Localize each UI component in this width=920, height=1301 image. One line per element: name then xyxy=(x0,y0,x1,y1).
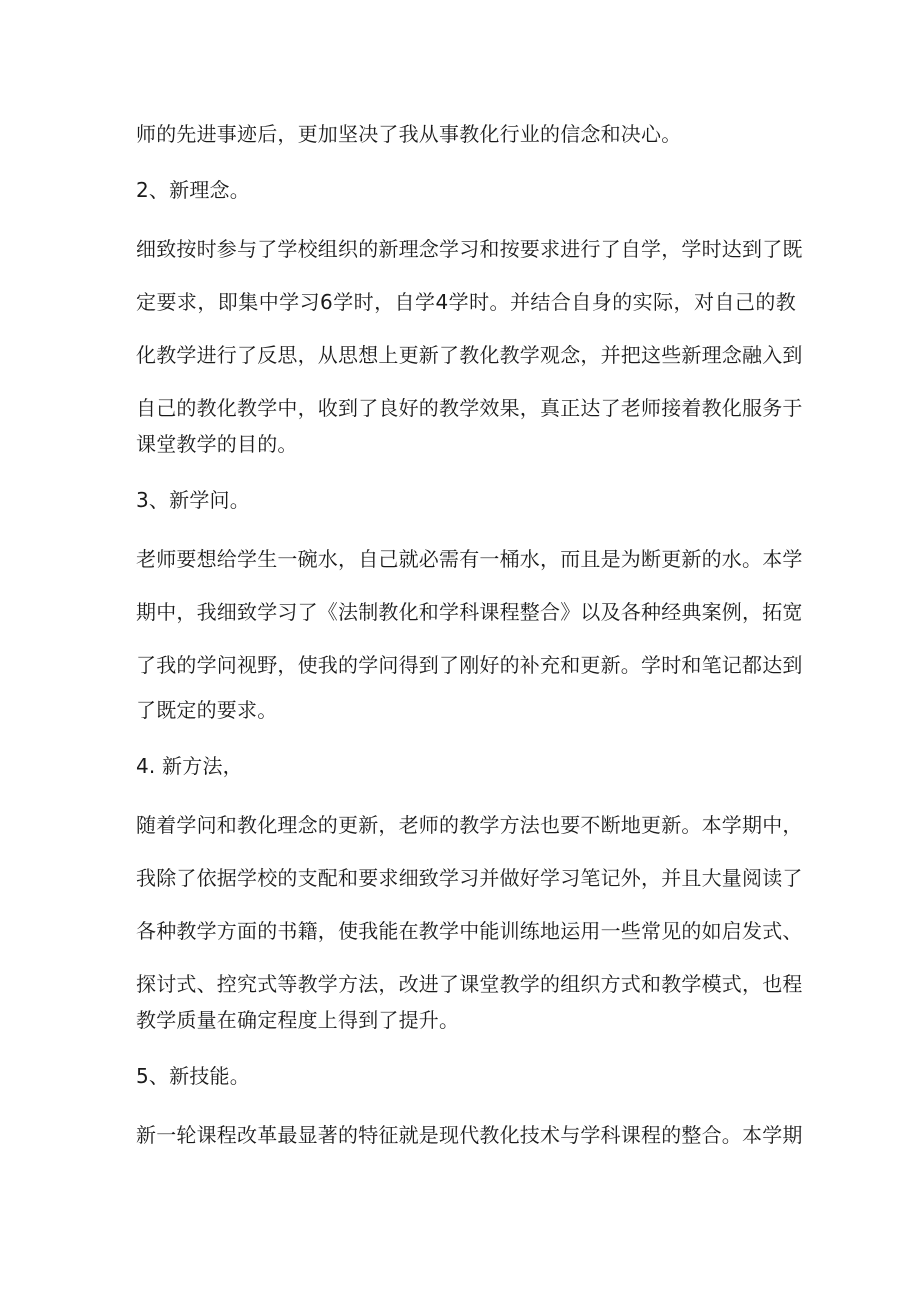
section-heading-new-skill: 5、新技能。 xyxy=(136,1064,250,1088)
section-heading-new-knowledge: 3、新学问。 xyxy=(136,488,250,512)
paragraph-line: 师的先进事迹后，更加坚决了我从事教化行业的信念和决心。 xyxy=(136,122,682,146)
paragraph-line: 随着学问和教化理念的更新，老师的教学方法也要不断地更新。本学期中， xyxy=(136,813,803,837)
paragraph-line: 老师要想给学生一碗水，自己就必需有一桶水，而且是为断更新的水。本学 xyxy=(136,547,803,571)
paragraph-line: 了我的学问视野，使我的学问得到了刚好的补充和更新。学时和笔记都达到 xyxy=(136,653,803,677)
paragraph-line: 定要求，即集中学习6学时，自学4学时。并结合自身的实际，对自己的教 xyxy=(136,290,796,314)
paragraph-line: 了既定的要求。 xyxy=(136,698,278,722)
paragraph-line: 教学质量在确定程度上得到了提升。 xyxy=(136,1008,460,1032)
paragraph-line: 新一轮课程改革最显著的特征就是现代教化技术与学科课程的整合。本学期 xyxy=(136,1123,803,1147)
section-heading-new-concept: 2、新理念。 xyxy=(136,178,250,202)
paragraph-line: 各种教学方面的书籍，使我能在教学中能训练地运用一些常见的如启发式、 xyxy=(136,919,803,943)
paragraph-line: 自己的教化教学中，收到了良好的教学效果，真正达了老师接着教化服务于 xyxy=(136,396,803,420)
paragraph-line: 探讨式、控究式等教学方法，改进了课堂教学的组织方式和教学模式，也程 xyxy=(136,972,803,996)
paragraph-line: 我除了依据学校的支配和要求细致学习并做好学习笔记外，并且大量阅读了 xyxy=(136,866,803,890)
section-heading-new-method: 4. 新方法， xyxy=(136,754,243,778)
paragraph-line: 细致按时参与了学校组织的新理念学习和按要求进行了自学，学时达到了既 xyxy=(136,237,803,261)
paragraph-line: 课堂教学的目的。 xyxy=(136,432,298,456)
paragraph-line: 化教学进行了反思，从思想上更新了教化教学观念，并把这些新理念融入到 xyxy=(136,343,803,367)
paragraph-line: 期中，我细致学习了《法制教化和学科课程整合》以及各种经典案例，拓宽 xyxy=(136,600,803,624)
